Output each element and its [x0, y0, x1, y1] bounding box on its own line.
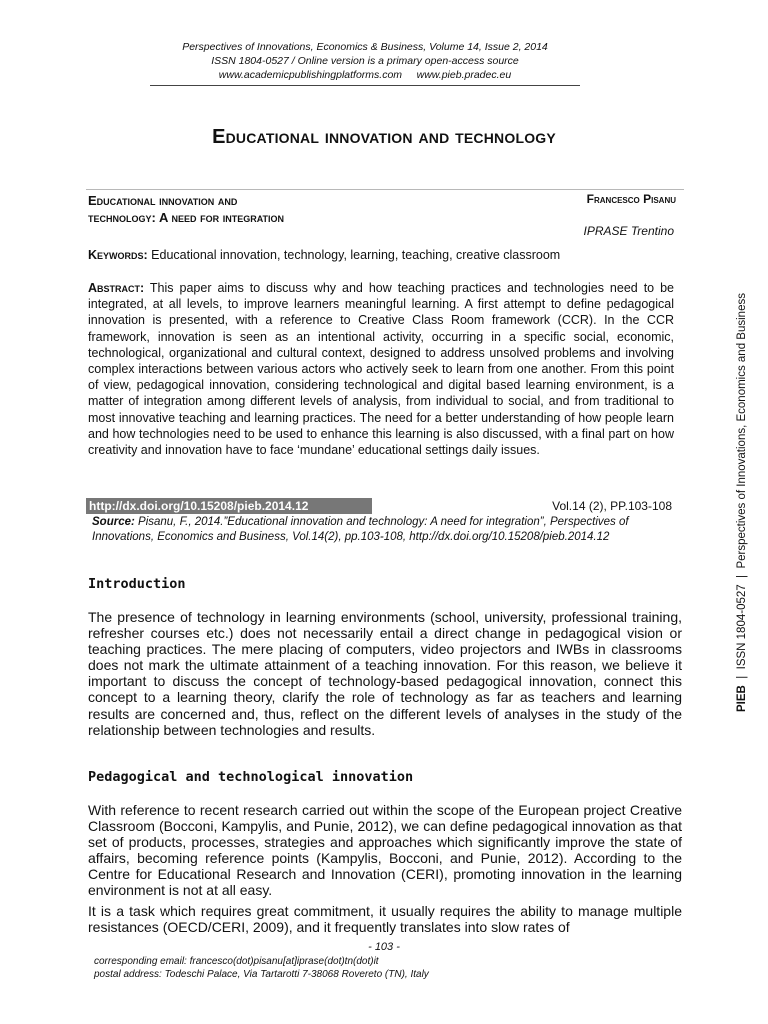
- journal-header-line3: www.academicpublishingplatforms.com www.pieb.pradec.eu: [218, 69, 512, 81]
- introduction-paragraph: The presence of technology in learning environments (school, university, professional training, refresher courses etc.) does not necessarily entail a direct change in pedagogical vision or teaching practices. The mere placing of computers, video projectors and IWBs in classrooms does not mark the ultimate attainment of a teaching innovation. For this reason, we believe it important to discuss the concept of technology-based pedagogical innovation, connect this concept to a learning theory, clarify the role of technology as far as teachers and learning results are concerned and, thus, reflect on the different levels of analyses in the study of the relationship between technologies and results.: [88, 609, 682, 738]
- main-title: Educational innovation and technology: [212, 126, 556, 148]
- volume-pages: Vol.14 (2), PP.103-108: [552, 499, 672, 513]
- keywords: [88, 248, 688, 262]
- article-title-line2: technology: A need for integration: [88, 210, 285, 225]
- article-title-line1: Educational innovation and: [88, 193, 238, 208]
- source-text: Pisanu, F., 2014.”Educational innovation and technology: A need for integration”, Perspectives of Innovations, Economics and Business, Vol.14(2), pp.103-108, http://dx.doi.org/10.15208/pieb.2014.12: [92, 516, 629, 543]
- footer-email: corresponding email: francesco(dot)pisanu[at]iprase(dot)tn(dot)it: [94, 956, 379, 967]
- title-rule: [86, 189, 684, 190]
- side-journal-title: Perspectives of Innovations, Economics and Business: [736, 293, 748, 569]
- author-name: Francesco Pisanu: [586, 192, 676, 206]
- abstract: [88, 280, 674, 458]
- source-citation: [92, 515, 678, 545]
- side-issn: ISSN 1804-0527: [736, 584, 748, 670]
- journal-header-line2: ISSN 1804-0527 / Online version is a primary open-access source: [211, 55, 519, 67]
- author-affiliation: IPRASE Trentino: [583, 224, 674, 238]
- section2-paragraph1: With reference to recent research carried out within the scope of the European project Creative Classroom (Bocconi, Kampylis, and Punie, 2012), we can define pedagogical innovation as that set of products, processes, strategies and approaches which significantly improve the state of affairs, becoming reference points (Kampylis, Bocconi, and Punie, 2012). According to the Centre for Educational Research and Innovation (CERI), promoting innovation in the learning environment is not at all easy.: [88, 802, 682, 899]
- abstract-label: Abstract:: [88, 281, 145, 295]
- side-separator-1: |: [736, 669, 748, 686]
- journal-header-line1: Perspectives of Innovations, Economics & Business, Volume 14, Issue 2, 2014: [182, 41, 548, 53]
- article-title: [88, 192, 448, 226]
- abstract-text: This paper aims to discuss why and how teaching practices and technologies need to be integrated, at all levels, to improve learners meaningful learning. A first attempt to define pedagogical innovation is presented, with a reference to Creative Class Room framework (CCR). In the CCR framework, innovation is seen as an intentional activity, occurring in a specific social, economic, technological, organizational and cultural context, designed to address unsolved problems and involving complex interactions between various actors who actively seek to learn from one another. From this point of view, pedagogical innovation, considering technological and digital based learning environment, is a matter of integration among different levels of analysis, from individual to social, and from traditional to most innovative teaching and learning practices. The need for a better understanding of how people learn and how technologies need to be used to enhance this learning is also discussed, with a final part on how creativity and innovation have to face ‘mundane’ educational settings daily issues.: [88, 281, 674, 458]
- doi-link[interactable]: http://dx.doi.org/10.15208/pieb.2014.12: [86, 498, 372, 514]
- side-separator-2: |: [736, 568, 748, 585]
- source-label: Source:: [92, 516, 135, 528]
- footer-address: postal address: Todeschi Palace, Via Tartarotti 7-38068 Rovereto (TN), Italy: [94, 969, 429, 980]
- introduction-heading: Introduction: [88, 576, 186, 592]
- section2-paragraph2: It is a task which requires great commitment, it usually requires the ability to manage multiple resistances (OECD/CERI, 2009), and it frequently translates into slow rates of: [88, 903, 682, 936]
- page-number: - 103 -: [368, 941, 400, 953]
- side-journal-abbrev: PIEB: [736, 685, 748, 712]
- header-rule: [150, 85, 580, 86]
- side-banner: [736, 292, 752, 712]
- keywords-label: Keywords:: [88, 248, 148, 262]
- keywords-text: Educational innovation, technology, learning, teaching, creative classroom: [147, 248, 561, 262]
- section-heading-pedagogical: Pedagogical and technological innovation: [88, 769, 414, 785]
